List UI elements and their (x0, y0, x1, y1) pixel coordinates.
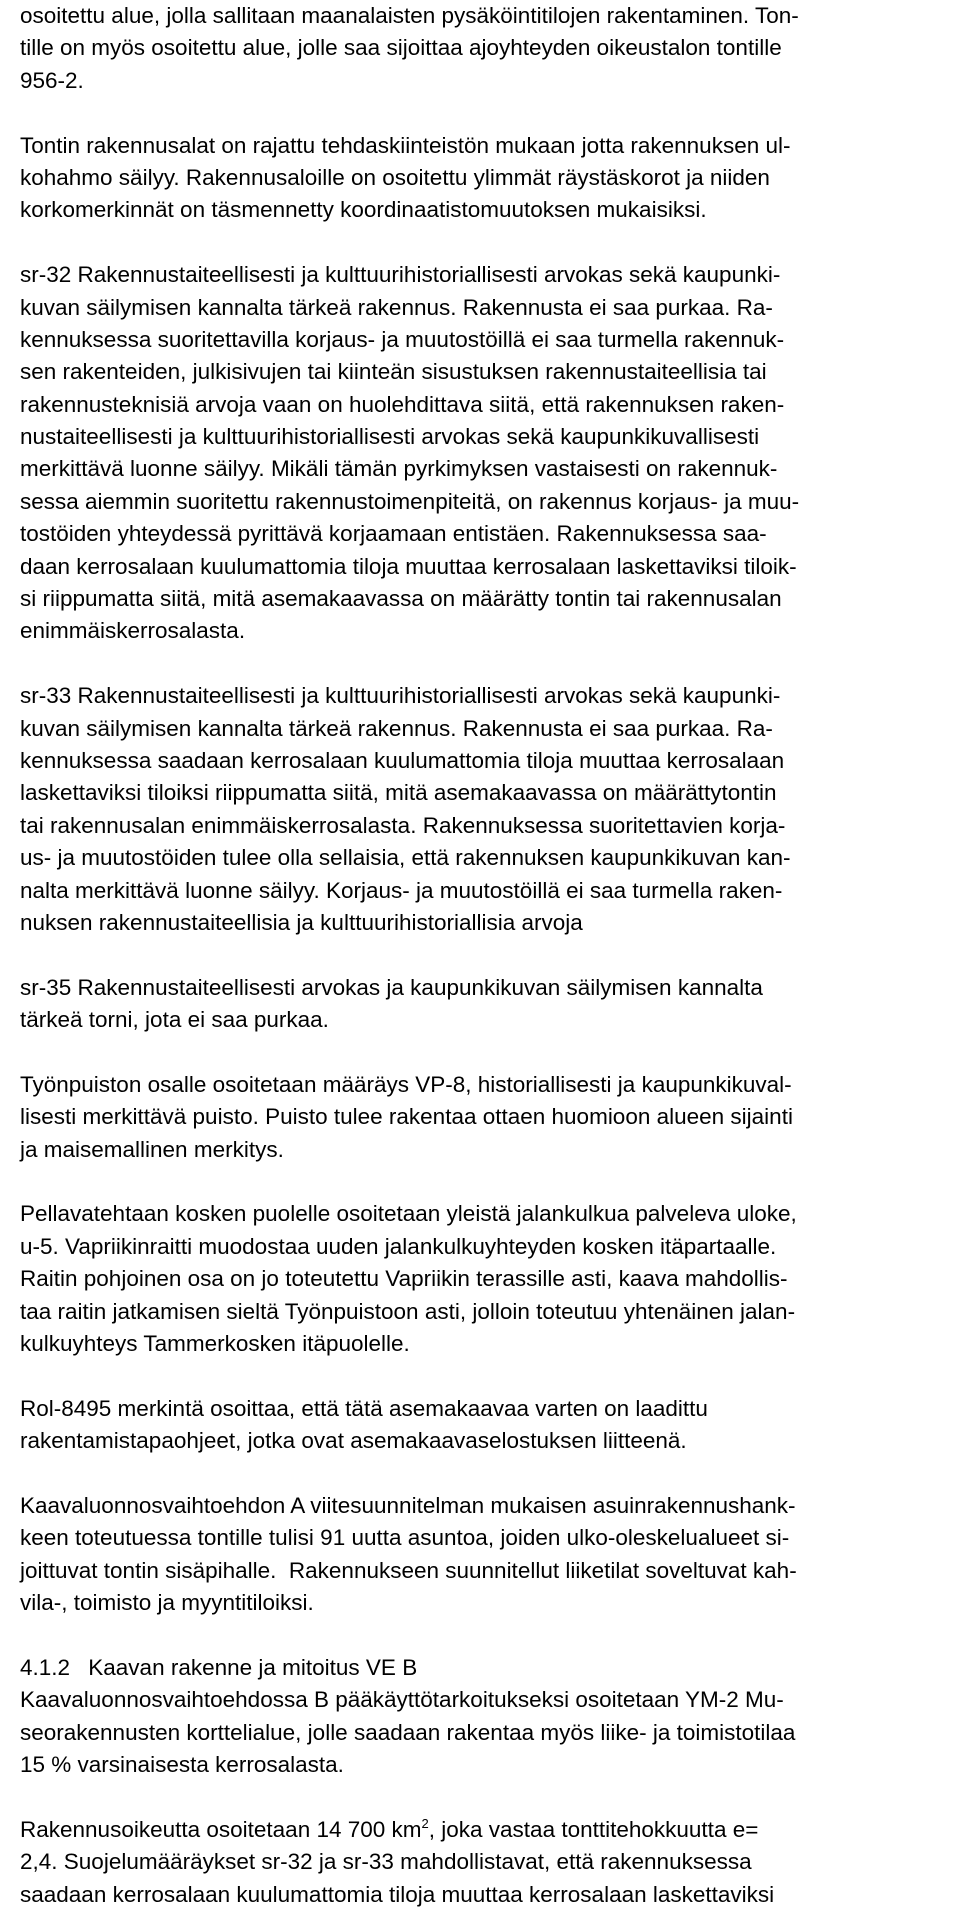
document-page (20, 0, 950, 1911)
text-line: tostöiden yhteydessä pyrittävä korjaamaan entistäen. Rakennuksessa saa- (20, 521, 767, 547)
text-line: merkittävä luonne säilyy. Mikäli tämän pyrkimyksen vastaisesti on rakennuk- (20, 456, 778, 482)
text-line: lisesti merkittävä puisto. Puisto tulee rakentaa ottaen huomioon alueen sijainti (20, 1104, 793, 1130)
text-line: osoitettu alue, jolla sallitaan maanalaisten pysäköintitilojen rakentaminen. Ton- (20, 3, 799, 28)
text-line: 15 % varsinaisesta kerrosalasta. (20, 1752, 344, 1778)
text-line: rakentamistapaohjeet, jotka ovat asemakaavaselostuksen liitteenä. (20, 1428, 687, 1454)
paragraph (20, 1069, 950, 1166)
section-b-last-paragraph (20, 1814, 950, 1911)
paragraph-gap (20, 97, 950, 129)
text-line: kennuksessa saadaan kerrosalaan kuulumattomia tiloja muuttaa kerrosalaan (20, 747, 785, 773)
paragraph (20, 1490, 950, 1620)
paragraph-gap (20, 227, 950, 259)
text-line: 2,4. Suojelumääräykset sr-32 ja sr-33 mahdollistavat, että rakennuksessa (20, 1849, 752, 1875)
text-line: Tontin rakennusalat on rajattu tehdaskiinteistön mukaan jotta rakennuksen ul- (20, 132, 791, 158)
paragraph-gap (20, 1458, 950, 1490)
text-span: Rakennusoikeutta osoitetaan 14 700 km (20, 1816, 422, 1842)
text-line: daan kerrosalaan kuulumattomia tiloja muuttaa kerrosalaan laskettaviksi tiloik- (20, 553, 797, 579)
paragraph (20, 130, 950, 227)
text-span: , joka vastaa tonttitehokkuutta e= (428, 1816, 759, 1842)
paragraph (20, 972, 950, 1037)
paragraph-gap (20, 939, 950, 971)
text-line: si riippumatta siitä, mitä asemakaavassa on määrätty tontin tai rakennusalan (20, 586, 782, 612)
text-line: Raitin pohjoinen osa on jo toteutettu Vapriikin terassille asti, kaava mahdollis- (20, 1266, 788, 1292)
text-line: ja maisemallinen merkitys. (20, 1136, 284, 1162)
text-line: nustaiteellisesti ja kulttuurihistoriallisesti arvokas sekä kaupunkikuvallisesti (20, 424, 760, 450)
paragraph-gap (20, 1037, 950, 1069)
text-line: nalta merkittävä luonne säilyy. Korjaus- ja muutostöillä ei saa turmella raken- (20, 877, 783, 903)
paragraph-gap (20, 1360, 950, 1392)
text-line: tai rakennusalan enimmäiskerrosalasta. Rakennuksessa suoritettavien korja- (20, 812, 786, 838)
text-line: sessa aiemmin suoritettu rakennustoimenpiteitä, on rakennus korjaus- ja muu- (20, 488, 800, 514)
paragraph-gap (20, 648, 950, 680)
paragraph (20, 259, 950, 648)
section-heading (20, 1652, 950, 1684)
text-line: tärkeä torni, jota ei saa purkaa. (20, 1007, 329, 1033)
section-b-paragraph (20, 1684, 950, 1781)
text-line: joittuvat tontin sisäpihalle. Rakennukseen suunnitellut liiketilat soveltuvat kah- (20, 1557, 797, 1583)
text-line: Pellavatehtaan kosken puolelle osoitetaan yleistä jalankulkua palveleva uloke, (20, 1201, 797, 1227)
text-line: sr-35 Rakennustaiteellisesti arvokas ja kaupunkikuvan säilymisen kannalta (20, 974, 763, 1000)
paragraph (20, 680, 950, 939)
paragraph (20, 0, 950, 97)
section-number: 4.1.2 (20, 1654, 71, 1680)
text-line: Rol-8495 merkintä osoittaa, että tätä asemakaavaa varten on laadittu (20, 1395, 708, 1421)
text-line: korkomerkinnät on täsmennetty koordinaatistomuutoksen mukaisiksi. (20, 197, 707, 223)
text-line: enimmäiskerrosalasta. (20, 618, 246, 644)
text-line: u-5. Vapriikinraitti muodostaa uuden jalankulkuyhteyden kosken itäpartaalle. (20, 1233, 777, 1259)
paragraph-gap (20, 1166, 950, 1198)
text-line: tille on myös osoitettu alue, jolle saa sijoittaa ajoyhteyden oikeustalon tontille (20, 35, 782, 61)
text-line: seorakennusten korttelialue, jolle saadaan rakentaa myös liike- ja toimistotilaa (20, 1719, 796, 1745)
text-line: 956-2. (20, 67, 84, 93)
paragraph-gap (20, 1781, 950, 1813)
text-line (20, 1814, 950, 1846)
paragraph-list (20, 0, 950, 1652)
paragraph (20, 1198, 950, 1360)
text-line: Kaavaluonnosvaihtoehdossa B pääkäyttötarkoitukseksi osoitetaan YM-2 Mu- (20, 1687, 784, 1713)
text-line: keen toteutuessa tontille tulisi 91 uutta asuntoa, joiden ulko-oleskelualueet si- (20, 1525, 790, 1551)
text-line: kuvan säilymisen kannalta tärkeä rakennus. Rakennusta ei saa purkaa. Ra- (20, 715, 773, 741)
text-line: taa raitin jatkamisen sieltä Työnpuistoon asti, jolloin toteutuu yhtenäinen jalan- (20, 1298, 796, 1324)
section-title: Kaavan rakenne ja mitoitus VE B (88, 1654, 418, 1680)
text-line: laskettaviksi tiloiksi riippumatta siitä, mitä asemakaavassa on määrättytontin (20, 780, 777, 806)
text-line: rakennusteknisiä arvoja vaan on huolehdittava siitä, että rakennuksen raken- (20, 391, 785, 417)
text-line: kohahmo säilyy. Rakennusaloille on osoitettu ylimmät räystäskorot ja niiden (20, 164, 770, 190)
text-line: vila-, toimisto ja myyntitiloiksi. (20, 1590, 314, 1616)
text-line: sr-32 Rakennustaiteellisesti ja kulttuurihistoriallisesti arvokas sekä kaupunki- (20, 262, 781, 288)
text-line: nuksen rakennustaiteellisia ja kulttuurihistoriallisia arvoja (20, 909, 583, 935)
superscript: 2 (421, 1815, 429, 1831)
text-line: sr-33 Rakennustaiteellisesti ja kulttuurihistoriallisesti arvokas sekä kaupunki- (20, 683, 781, 709)
paragraph (20, 1393, 950, 1458)
paragraph-gap (20, 1620, 950, 1652)
text-line: sen rakenteiden, julkisivujen tai kiinteän sisustuksen rakennustaiteellisia tai (20, 359, 767, 385)
text-line: saadaan kerrosalaan kuulumattomia tiloja muuttaa kerrosalaan laskettaviksi (20, 1881, 775, 1907)
text-line: kennuksessa suoritettavilla korjaus- ja muutostöillä ei saa turmella rakennuk- (20, 326, 785, 352)
text-line: kulkuyhteys Tammerkosken itäpuolelle. (20, 1331, 410, 1357)
text-line: Kaavaluonnosvaihtoehdon A viitesuunnitelman mukaisen asuinrakennushank- (20, 1492, 796, 1518)
text-line: kuvan säilymisen kannalta tärkeä rakennus. Rakennusta ei saa purkaa. Ra- (20, 294, 773, 320)
text-line: us- ja muutostöiden tulee olla sellaisia, että rakennuksen kaupunkikuvan kan- (20, 845, 791, 871)
text-line: Työnpuiston osalle osoitetaan määräys VP-8, historiallisesti ja kaupunkikuval- (20, 1071, 792, 1097)
